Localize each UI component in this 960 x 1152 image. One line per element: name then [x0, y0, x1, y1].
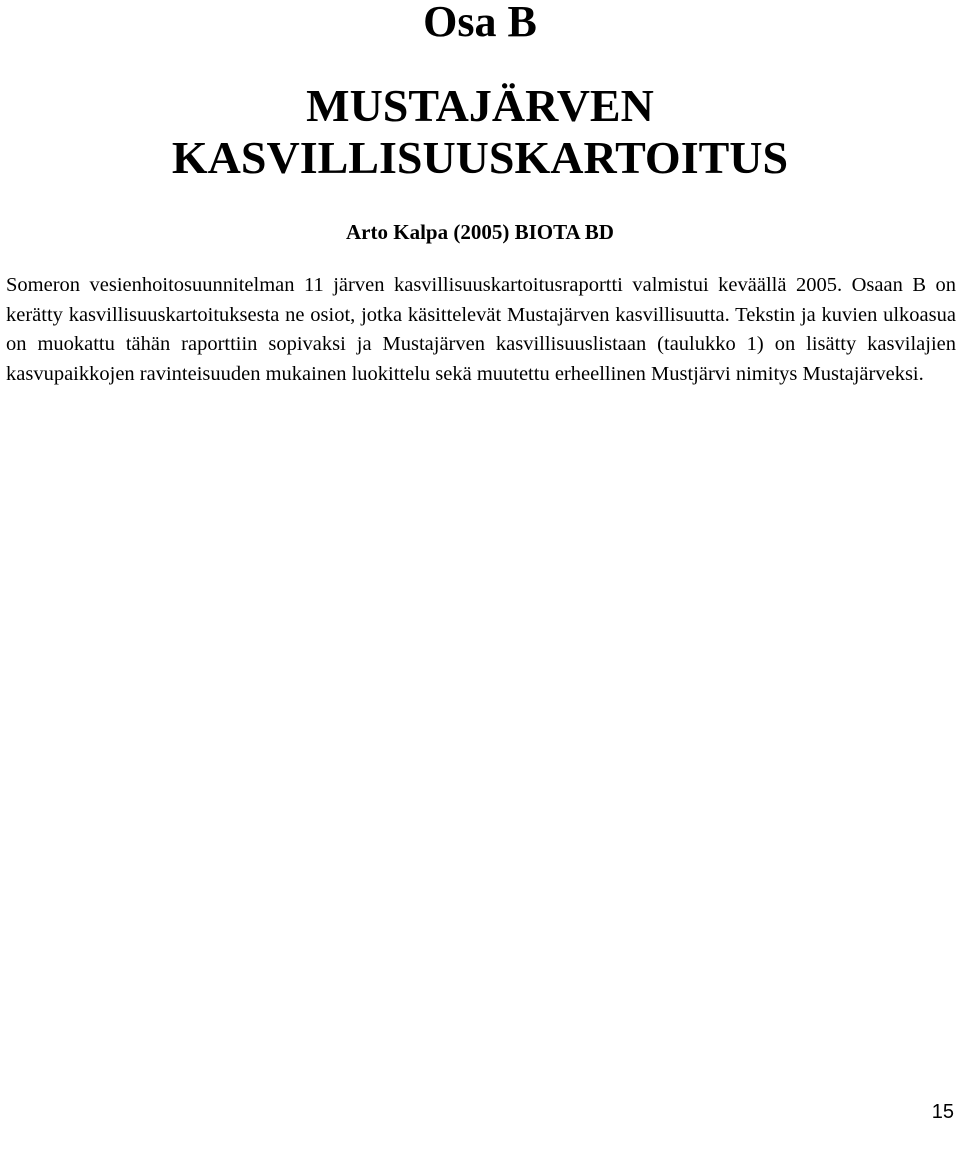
document-title [0, 80, 960, 184]
part-label: Osa B [423, 0, 537, 46]
title-line-1: MUSTAJÄRVEN [306, 80, 654, 131]
intro-paragraph: Someron vesienhoitosuunnitelman 11 järven kasvillisuuskartoitusraportti valmistui keväällä 2005. Osaan B on kerätty kasvillisuuskartoituksesta ne osiot, jotka käsittelevät Mustajärven kasvillisuutta. Tekstin ja kuvien ulkoasua on muokattu tähän raporttiin sopivaksi ja Mustajärven kasvillisuuslistaan (taulukko 1) on lisätty kasvilajien kasvupaikkojen ravinteisuuden mukainen luokittelu sekä muutettu erheellinen Mustjärvi nimitys Mustajärveksi. [6, 274, 956, 385]
title-line-2: KASVILLISUUSKARTOITUS [171, 132, 789, 183]
author-line: Arto Kalpa (2005) BIOTA BD [346, 220, 614, 244]
page-number: 15 [931, 1101, 954, 1123]
